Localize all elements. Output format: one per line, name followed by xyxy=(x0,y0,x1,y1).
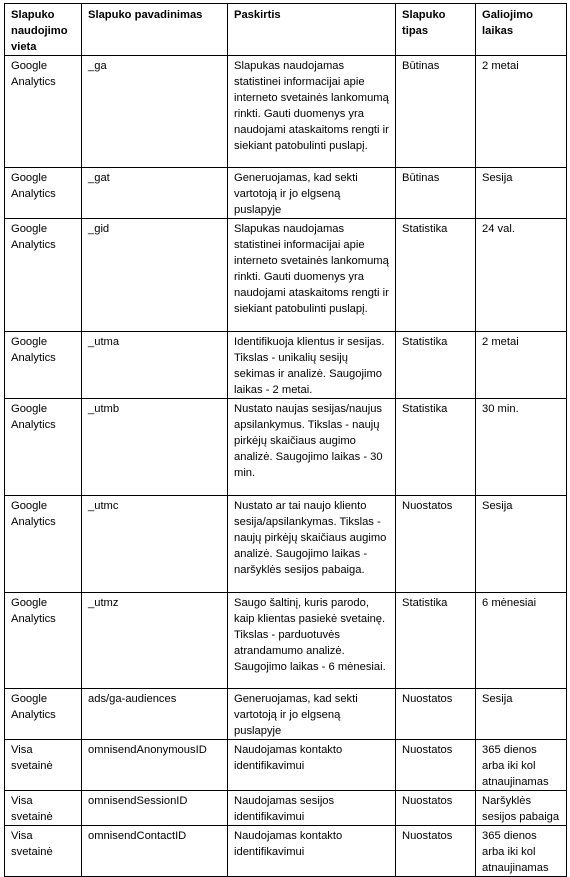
table-row xyxy=(5,399,567,496)
cell-purpose: Naudojamas kontakto identifikavimui xyxy=(228,740,396,791)
cell-type: Nuostatos xyxy=(396,496,476,593)
cell-expiry: Sesija xyxy=(476,689,567,740)
header-row xyxy=(5,4,567,56)
cell-type: Nuostatos xyxy=(396,689,476,740)
cell-purpose: Slapukas naudojamas statistinei informacijai apie interneto svetainės lankomumą rinkti. Gauti duomenys yra naudojami ataskaitoms rengti ir siekiant patobulinti puslapį. xyxy=(228,56,396,168)
table-row xyxy=(5,332,567,399)
cell-type: Statistika xyxy=(396,399,476,496)
cell-purpose: Nustato ar tai naujo kliento sesija/apsilankymas. Tikslas - naujų pirkėjų skaičiaus augimo analizė. Saugojimo laikas - naršyklės sesijos pabaiga. xyxy=(228,496,396,593)
cell-type: Būtinas xyxy=(396,56,476,168)
cell-name: omnisendContactID xyxy=(82,826,228,877)
cell-purpose: Generuojamas, kad sekti vartotoją ir jo elgseną puslapyje xyxy=(228,689,396,740)
cell-type: Statistika xyxy=(396,219,476,332)
table-row xyxy=(5,689,567,740)
cell-purpose: Nustato naujas sesijas/naujus apsilankymus. Tikslas - naujų pirkėjų skaičiaus augimo analizė. Saugojimo laikas - 30 min. xyxy=(228,399,396,496)
cell-place: Google Analytics xyxy=(5,399,82,496)
table-row xyxy=(5,826,567,877)
table-row xyxy=(5,593,567,689)
cell-expiry: 30 min. xyxy=(476,399,567,496)
cell-expiry: 2 metai xyxy=(476,332,567,399)
cell-place: Google Analytics xyxy=(5,496,82,593)
cell-expiry: Sesija xyxy=(476,168,567,219)
cell-type: Būtinas xyxy=(396,168,476,219)
cell-purpose: Naudojamas sesijos identifikavimui xyxy=(228,791,396,826)
cell-expiry: Sesija xyxy=(476,496,567,593)
cell-place: Google Analytics xyxy=(5,593,82,689)
table-row xyxy=(5,219,567,332)
cell-name: _utmz xyxy=(82,593,228,689)
cell-type: Nuostatos xyxy=(396,791,476,826)
header-expiry: Galiojimo laikas xyxy=(476,4,567,56)
cell-place: Google Analytics xyxy=(5,219,82,332)
cell-expiry: 24 val. xyxy=(476,219,567,332)
cookie-table xyxy=(4,3,567,877)
cell-name: omnisendAnonymousID xyxy=(82,740,228,791)
cell-name: _gid xyxy=(82,219,228,332)
cell-purpose: Generuojamas, kad sekti vartotoją ir jo elgseną puslapyje xyxy=(228,168,396,219)
cell-purpose: Naudojamas kontakto identifikavimui xyxy=(228,826,396,877)
cell-expiry: 6 mėnesiai xyxy=(476,593,567,689)
table-row xyxy=(5,496,567,593)
cell-expiry: 2 metai xyxy=(476,56,567,168)
cell-place: Google Analytics xyxy=(5,332,82,399)
header-name: Slapuko pavadinimas xyxy=(82,4,228,56)
header-purpose: Paskirtis xyxy=(228,4,396,56)
cell-place: Google Analytics xyxy=(5,689,82,740)
header-place: Slapuko naudojimo vieta xyxy=(5,4,82,56)
cell-purpose: Slapukas naudojamas statistinei informacijai apie interneto svetainės lankomumą rinkti. Gauti duomenys yra naudojami ataskaitoms rengti ir siekiant patobulinti puslapį. xyxy=(228,219,396,332)
table-row xyxy=(5,740,567,791)
cell-place: Google Analytics xyxy=(5,168,82,219)
table-row xyxy=(5,791,567,826)
cell-expiry: Naršyklės sesijos pabaiga xyxy=(476,791,567,826)
cell-name: omnisendSessionID xyxy=(82,791,228,826)
cell-type: Statistika xyxy=(396,593,476,689)
cell-place: Visa svetainė xyxy=(5,791,82,826)
cell-name: _utma xyxy=(82,332,228,399)
cell-purpose: Identifikuoja klientus ir sesijas. Tikslas - unikalių sesijų sekimas ir analizė. Saugojimo laikas - 2 metai. xyxy=(228,332,396,399)
cell-name: ads/ga-audiences xyxy=(82,689,228,740)
cell-place: Visa svetainė xyxy=(5,826,82,877)
cell-expiry: 365 dienos arba iki kol atnaujinamas xyxy=(476,826,567,877)
cell-purpose: Saugo šaltinį, kuris parodo, kaip klientas pasiekė svetainę. Tikslas - parduotuvės atrandamumo analizė. Saugojimo laikas - 6 mėnesiai. xyxy=(228,593,396,689)
cell-type: Statistika xyxy=(396,332,476,399)
cell-name: _utmb xyxy=(82,399,228,496)
cell-expiry: 365 dienos arba iki kol atnaujinamas xyxy=(476,740,567,791)
cell-name: _utmc xyxy=(82,496,228,593)
table-row xyxy=(5,168,567,219)
cell-place: Visa svetainė xyxy=(5,740,82,791)
cell-name: _ga xyxy=(82,56,228,168)
cell-name: _gat xyxy=(82,168,228,219)
cell-type: Nuostatos xyxy=(396,740,476,791)
header-type: Slapuko tipas xyxy=(396,4,476,56)
table-row xyxy=(5,56,567,168)
cell-place: Google Analytics xyxy=(5,56,82,168)
cell-type: Nuostatos xyxy=(396,826,476,877)
